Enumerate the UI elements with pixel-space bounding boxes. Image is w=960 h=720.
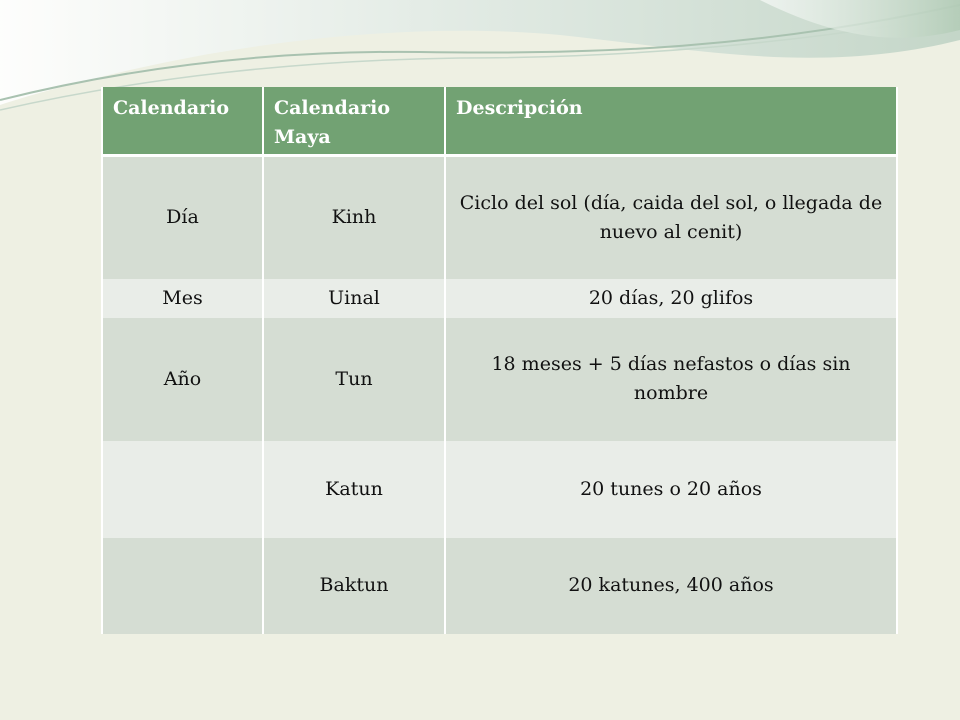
- table-header-row: [102, 87, 897, 156]
- table-row: [102, 279, 897, 318]
- cell-calendario: Año: [102, 318, 263, 441]
- cell-descripcion: 20 días, 20 glifos: [445, 279, 897, 318]
- cell-descripcion: 20 katunes, 400 años: [445, 538, 897, 634]
- cell-calendario: Mes: [102, 279, 263, 318]
- cell-maya: Katun: [263, 441, 445, 538]
- cell-maya: Tun: [263, 318, 445, 441]
- header-calendario-maya: Calendario Maya: [263, 87, 445, 156]
- cell-calendario: Día: [102, 156, 263, 279]
- cell-maya: Uinal: [263, 279, 445, 318]
- cell-maya: Baktun: [263, 538, 445, 634]
- table-row: [102, 318, 897, 441]
- maya-calendar-table: [101, 87, 898, 634]
- cell-calendario: [102, 538, 263, 634]
- table-row: [102, 441, 897, 538]
- header-calendario: Calendario: [102, 87, 263, 156]
- table-row: [102, 538, 897, 634]
- header-descripcion: Descripción: [445, 87, 897, 156]
- table-row: [102, 156, 897, 279]
- cell-maya: Kinh: [263, 156, 445, 279]
- cell-descripcion: 18 meses + 5 días nefastos o días sin nombre: [445, 318, 897, 441]
- cell-descripcion: 20 tunes o 20 años: [445, 441, 897, 538]
- cell-calendario: [102, 441, 263, 538]
- cell-descripcion: Ciclo del sol (día, caida del sol, o llegada de nuevo al cenit): [445, 156, 897, 279]
